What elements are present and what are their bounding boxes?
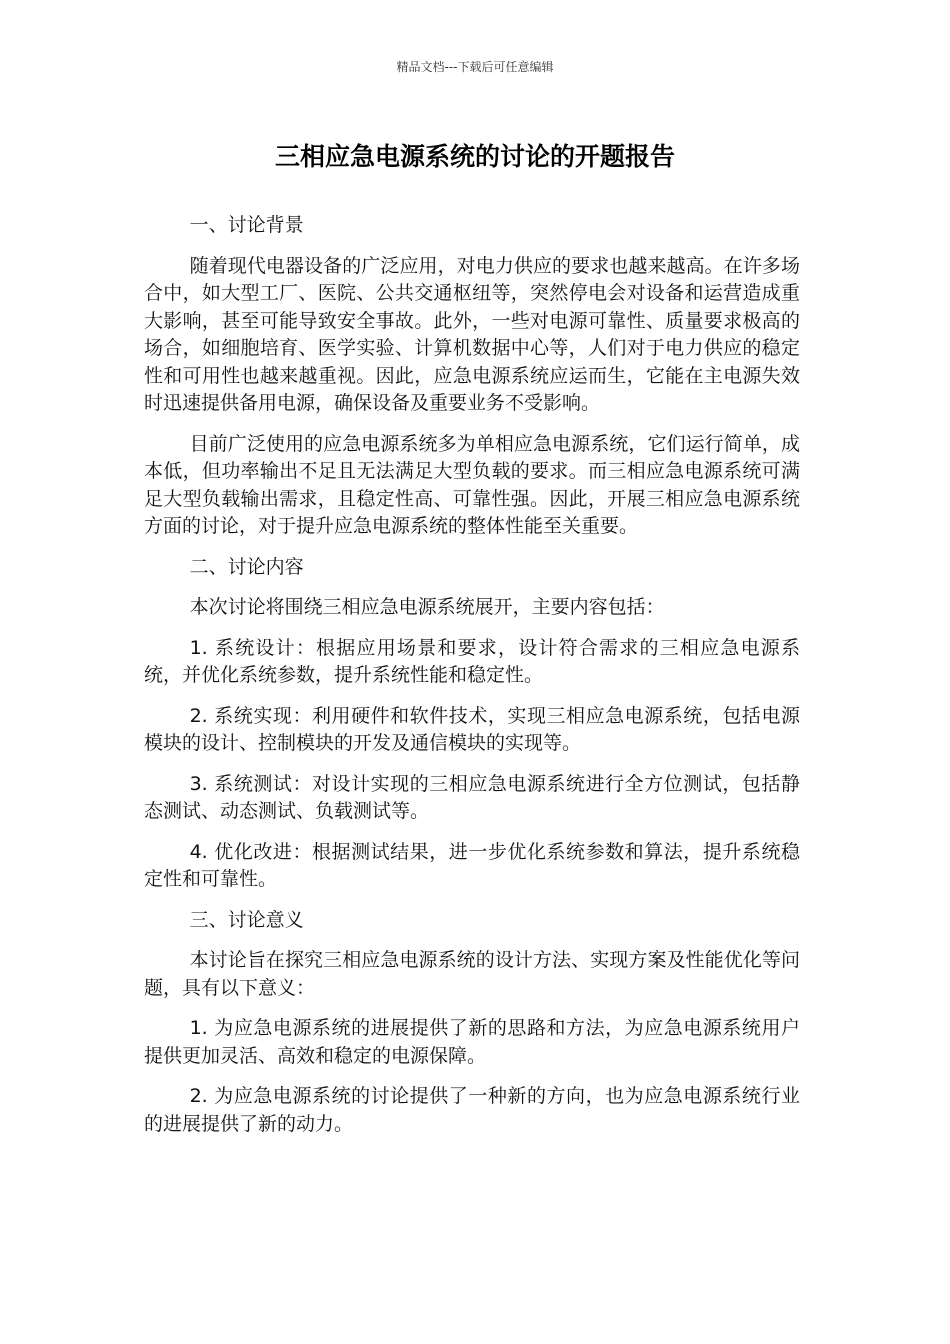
section-heading-content: 二、讨论内容: [189, 555, 304, 578]
section-heading-significance: 三、讨论意义: [189, 908, 304, 931]
list-item-significance-2: 2. 为应急电源系统的讨论提供了一种新的方向，也为应急电源系统行业的进展提供了新的动力。: [144, 1085, 800, 1135]
paragraph-background-2: 目前广泛使用的应急电源系统多为单相应急电源系统，它们运行简单，成本低，但功率输出不足且无法满足大型负载的要求。而三相应急电源系统可满足大型负载输出需求，且稳定性高、可靠性强。因此，开展三相应急电源系统方面的讨论，对于提升应急电源系统的整体性能至关重要。: [144, 432, 800, 537]
list-item-significance-1: 1. 为应急电源系统的进展提供了新的思路和方法，为应急电源系统用户提供更加灵活、高效和稳定的电源保障。: [144, 1017, 800, 1067]
paragraph-significance-intro: 本讨论旨在探究三相应急电源系统的设计方法、实现方案及性能优化等问题，具有以下意义：: [144, 949, 800, 999]
page-title: 三相应急电源系统的讨论的开题报告: [274, 142, 675, 171]
document-body: [144, 212, 800, 1151]
section-heading-background: 一、讨论背景: [189, 214, 304, 236]
header-note: 精品文档---下载后可任意编辑: [396, 60, 554, 74]
list-item-system-testing: 3. 系统测试：对设计实现的三相应急电源系统进行全方位测试，包括静态测试、动态测试、负载测试等。: [144, 772, 800, 822]
list-item-system-design: 1. 系统设计：根据应用场景和要求，设计符合需求的三相应急电源系统，并优化系统参数，提升系统性能和稳定性。: [144, 636, 800, 686]
list-item-system-implementation: 2. 系统实现：利用硬件和软件技术，实现三相应急电源系统，包括电源模块的设计、控制模块的开发及通信模块的实现等。: [144, 704, 800, 754]
paragraph-content-intro: 本次讨论将围绕三相应急电源系统展开，主要内容包括：: [189, 596, 665, 618]
list-item-optimization: 4. 优化改进：根据测试结果，进一步优化系统参数和算法，提升系统稳定性和可靠性。: [144, 840, 800, 890]
paragraph-background-1: 随着现代电器设备的广泛应用，对电力供应的要求也越来越高。在许多场合中，如大型工厂、医院、公共交通枢纽等，突然停电会对设备和运营造成重大影响，甚至可能导致安全事故。此外，一些对电源可靠性、质量要求极高的场合，如细胞培育、医学实验、计算机数据中心等，人们对于电力供应的稳定性和可用性也越来越重视。因此，应急电源系统应运而生，它能在主电源失效时迅速提供备用电源，确保设备及重要业务不受影响。: [144, 254, 800, 414]
